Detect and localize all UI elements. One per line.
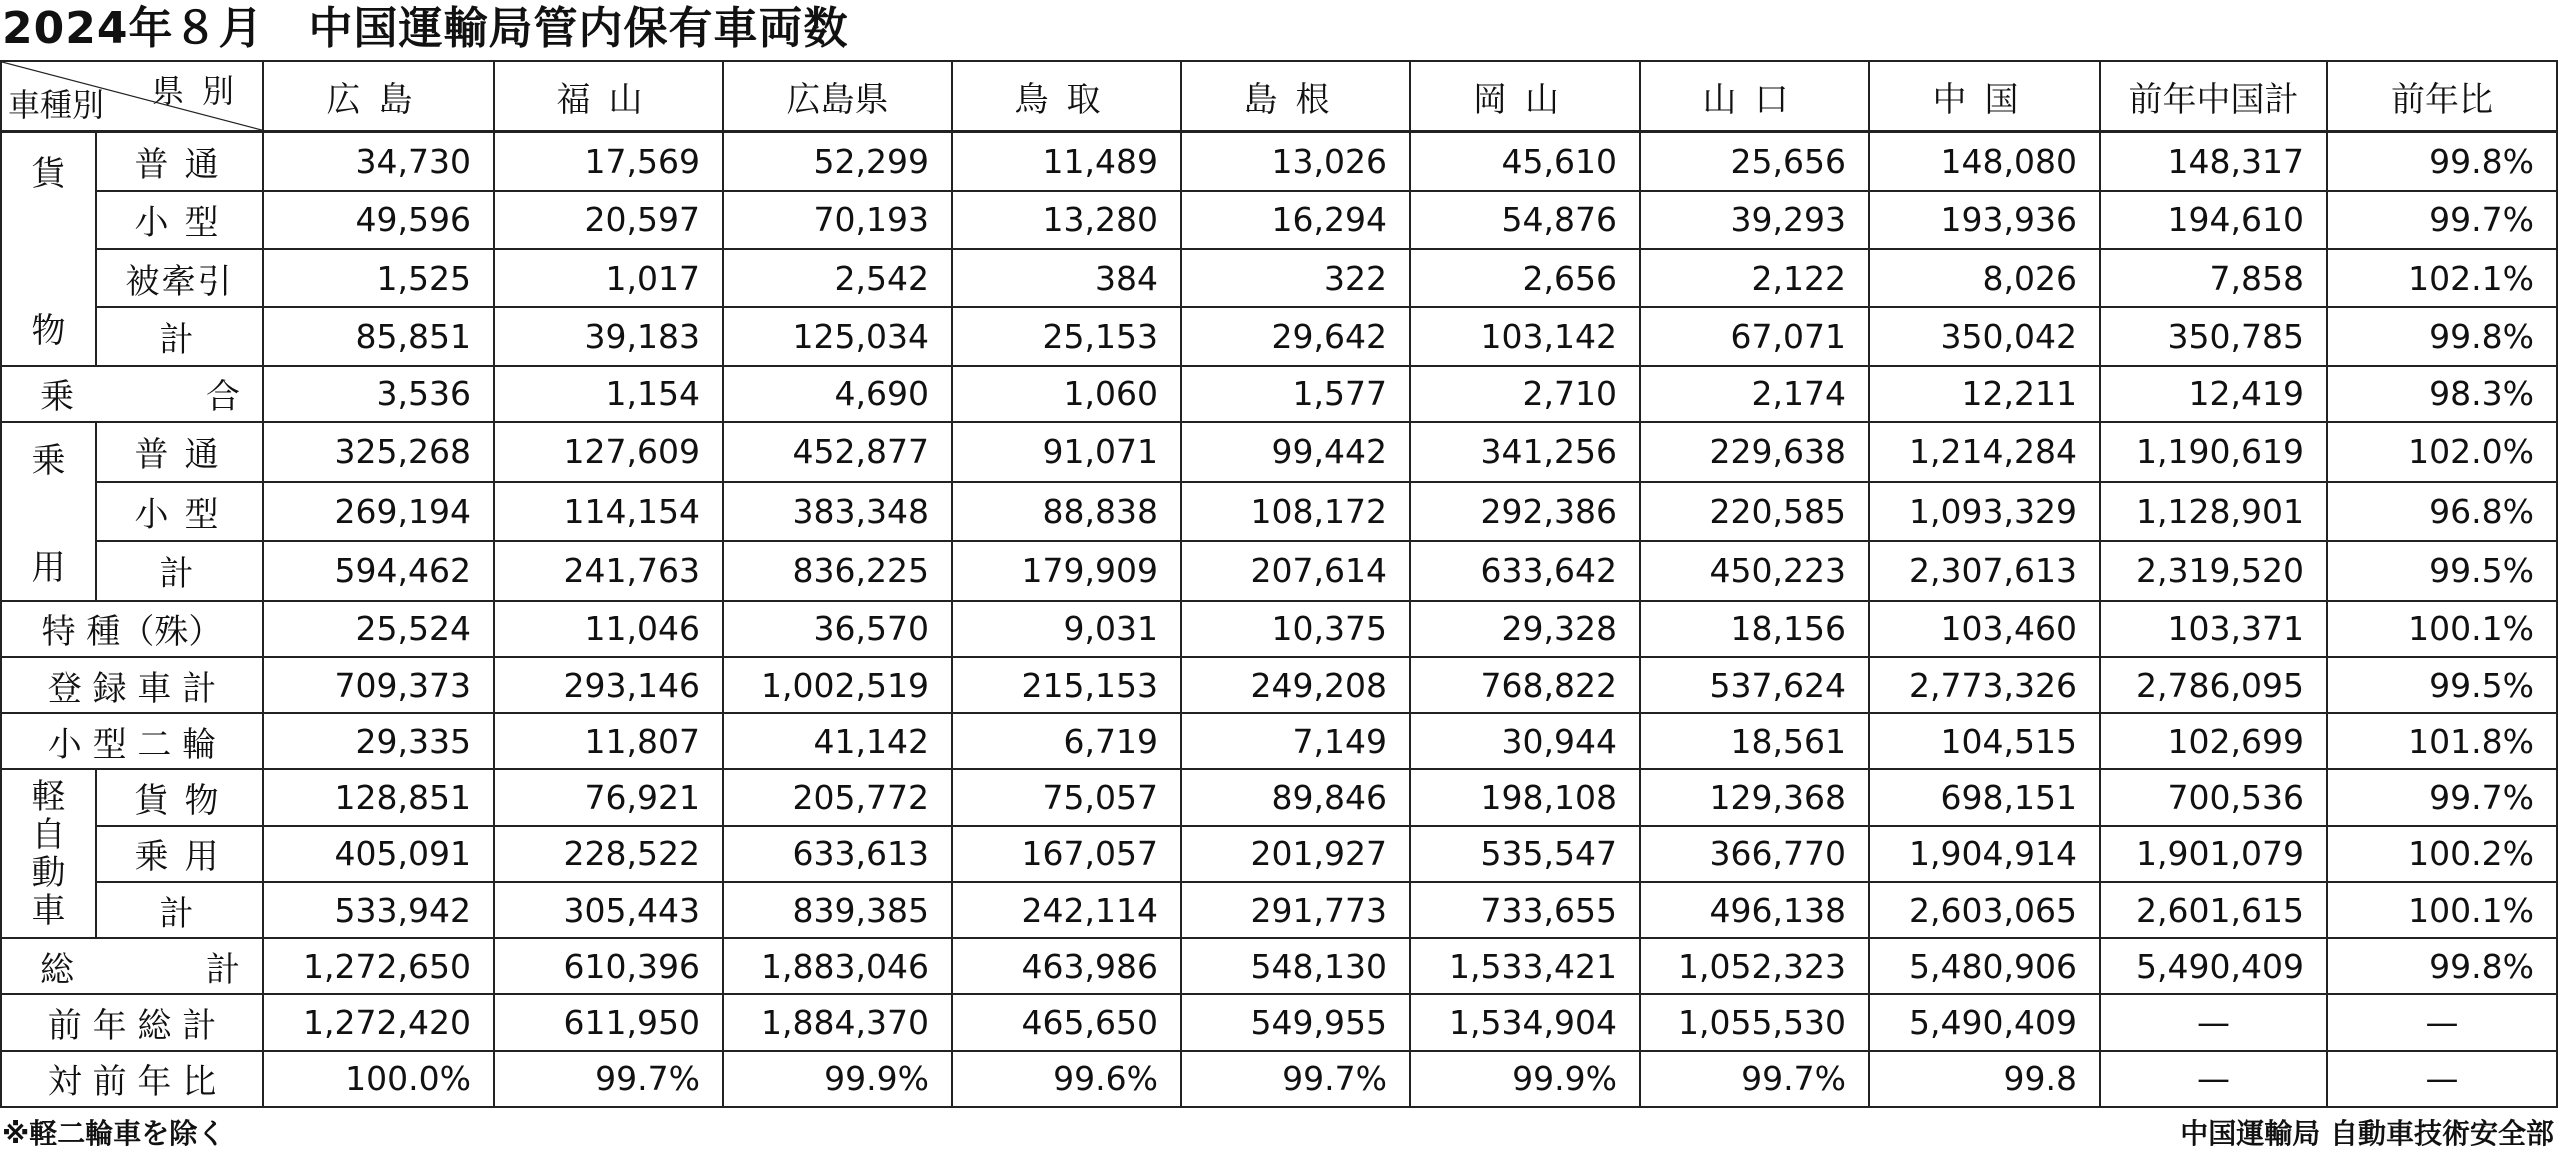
- cell-yoy: —: [2327, 1051, 2557, 1107]
- cell-fukuyama: 228,522: [494, 826, 723, 882]
- group-char: 乗: [31, 441, 66, 482]
- col-header-prev-chugoku: 前年中国計: [2100, 61, 2327, 132]
- cell-shimane: 249,208: [1181, 657, 1410, 713]
- cell-shimane: 99.7%: [1181, 1051, 1410, 1107]
- col-header-shimane: 島根: [1181, 61, 1410, 132]
- col-header-fukuyama: 福山: [494, 61, 723, 132]
- cell-prev-chugoku: —: [2100, 994, 2327, 1050]
- cell-tottori: 9,031: [952, 601, 1181, 657]
- cell-hiroshima: 533,942: [263, 882, 494, 938]
- cell-tottori: 11,489: [952, 132, 1181, 191]
- cell-prev-chugoku: 700,536: [2100, 769, 2327, 825]
- cell-prev-chugoku: 2,601,615: [2100, 882, 2327, 938]
- col-header-tottori: 鳥取: [952, 61, 1181, 132]
- row-label-spread: [2, 942, 262, 991]
- cell-okayama: 2,710: [1410, 366, 1640, 422]
- table-row: [1, 882, 2557, 938]
- cell-hiroshima-pref: 1,884,370: [723, 994, 952, 1050]
- cell-fukuyama: 1,154: [494, 366, 723, 422]
- row-label: [1, 366, 263, 422]
- group-label-cargo-chars: [2, 144, 95, 354]
- cell-yoy: 99.8%: [2327, 307, 2557, 365]
- cell-yoy: 99.7%: [2327, 769, 2557, 825]
- cell-fukuyama: 99.7%: [494, 1051, 723, 1107]
- cell-okayama: 198,108: [1410, 769, 1640, 825]
- group-char: 軽: [31, 776, 66, 817]
- header-row: [1, 61, 2557, 132]
- cell-yamaguchi: 496,138: [1640, 882, 1869, 938]
- cell-yamaguchi: 220,585: [1640, 482, 1869, 542]
- group-label-passenger-chars: [2, 431, 95, 591]
- page-title: 2024年８月 中国運輸局管内保有車両数: [2, 3, 849, 54]
- cell-tottori: 1,060: [952, 366, 1181, 422]
- table-row: [1, 657, 2557, 713]
- cell-yoy: 96.8%: [2327, 482, 2557, 542]
- row-label: 小型: [96, 191, 263, 249]
- cell-prev-chugoku: 350,785: [2100, 307, 2327, 365]
- cell-okayama: 30,944: [1410, 713, 1640, 769]
- cell-shimane: 201,927: [1181, 826, 1410, 882]
- cell-hiroshima: 3,536: [263, 366, 494, 422]
- table-row: [1, 769, 2557, 825]
- cell-shimane: 10,375: [1181, 601, 1410, 657]
- table-row: [1, 994, 2557, 1050]
- cell-fukuyama: 11,807: [494, 713, 723, 769]
- cell-yamaguchi: 450,223: [1640, 541, 1869, 601]
- cell-chugoku: 2,773,326: [1869, 657, 2100, 713]
- cell-fukuyama: 11,046: [494, 601, 723, 657]
- group-char: 自: [31, 814, 66, 855]
- group-label-cargo: [1, 132, 96, 366]
- cell-chugoku: 1,214,284: [1869, 422, 2100, 482]
- row-label-end: 合: [206, 377, 240, 418]
- cell-yamaguchi: 129,368: [1640, 769, 1869, 825]
- row-label: 普通: [96, 132, 263, 191]
- table-row: [1, 601, 2557, 657]
- cell-hiroshima-pref: 70,193: [723, 191, 952, 249]
- cell-yoy: 102.0%: [2327, 422, 2557, 482]
- cell-yamaguchi: 2,174: [1640, 366, 1869, 422]
- cell-hiroshima: 128,851: [263, 769, 494, 825]
- cell-prev-chugoku: 102,699: [2100, 713, 2327, 769]
- cell-chugoku: 698,151: [1869, 769, 2100, 825]
- group-char: 車: [31, 890, 66, 931]
- cell-prev-chugoku: 1,128,901: [2100, 482, 2327, 542]
- cell-tottori: 13,280: [952, 191, 1181, 249]
- cell-hiroshima: 100.0%: [263, 1051, 494, 1107]
- cell-yamaguchi: 18,156: [1640, 601, 1869, 657]
- cell-prev-chugoku: 2,786,095: [2100, 657, 2327, 713]
- cell-yoy: 100.2%: [2327, 826, 2557, 882]
- cell-tottori: 6,719: [952, 713, 1181, 769]
- cell-prev-chugoku: 7,858: [2100, 249, 2327, 307]
- cell-prev-chugoku: 5,490,409: [2100, 938, 2327, 994]
- table-row: [1, 938, 2557, 994]
- cell-chugoku: 5,490,409: [1869, 994, 2100, 1050]
- row-label-start: 乗: [40, 377, 74, 418]
- cell-tottori: 242,114: [952, 882, 1181, 938]
- cell-hiroshima-pref: 36,570: [723, 601, 952, 657]
- cell-okayama: 103,142: [1410, 307, 1640, 365]
- cell-fukuyama: 611,950: [494, 994, 723, 1050]
- row-label-start: 総: [40, 949, 74, 990]
- cell-tottori: 215,153: [952, 657, 1181, 713]
- row-label: 登 録 車 計: [1, 657, 263, 713]
- cell-tottori: 465,650: [952, 994, 1181, 1050]
- cell-hiroshima: 85,851: [263, 307, 494, 365]
- footnote-source: 中国運輸局 自動車技術安全部: [2180, 1117, 2554, 1150]
- cell-yoy: 100.1%: [2327, 882, 2557, 938]
- cell-hiroshima: 1,525: [263, 249, 494, 307]
- cell-yamaguchi: 39,293: [1640, 191, 1869, 249]
- cell-chugoku: 103,460: [1869, 601, 2100, 657]
- cell-hiroshima: 269,194: [263, 482, 494, 542]
- cell-yoy: 98.3%: [2327, 366, 2557, 422]
- cell-hiroshima-pref: 99.9%: [723, 1051, 952, 1107]
- cell-hiroshima: 34,730: [263, 132, 494, 191]
- cell-fukuyama: 241,763: [494, 541, 723, 601]
- cell-hiroshima: 25,524: [263, 601, 494, 657]
- table-row: [1, 307, 2557, 365]
- cell-hiroshima: 594,462: [263, 541, 494, 601]
- group-char: 貨: [31, 153, 66, 194]
- group-label-kei-chars: [2, 776, 95, 931]
- row-label: 対 前 年 比: [1, 1051, 263, 1107]
- cell-fukuyama: 114,154: [494, 482, 723, 542]
- cell-okayama: 768,822: [1410, 657, 1640, 713]
- cell-tottori: 463,986: [952, 938, 1181, 994]
- cell-yamaguchi: 18,561: [1640, 713, 1869, 769]
- cell-chugoku: 104,515: [1869, 713, 2100, 769]
- cell-hiroshima-pref: 125,034: [723, 307, 952, 365]
- group-label-kei: [1, 769, 96, 938]
- cell-hiroshima: 1,272,650: [263, 938, 494, 994]
- row-label: 小 型 二 輪: [1, 713, 263, 769]
- cell-prev-chugoku: 1,901,079: [2100, 826, 2327, 882]
- cell-yamaguchi: 1,052,323: [1640, 938, 1869, 994]
- cell-yoy: 99.5%: [2327, 541, 2557, 601]
- cell-hiroshima: 709,373: [263, 657, 494, 713]
- header-corner: [1, 61, 263, 132]
- cell-chugoku: 8,026: [1869, 249, 2100, 307]
- group-char: 物: [31, 310, 66, 351]
- cell-tottori: 179,909: [952, 541, 1181, 601]
- cell-chugoku: 12,211: [1869, 366, 2100, 422]
- cell-shimane: 291,773: [1181, 882, 1410, 938]
- cell-hiroshima-pref: 452,877: [723, 422, 952, 482]
- cell-shimane: 13,026: [1181, 132, 1410, 191]
- cell-shimane: 549,955: [1181, 994, 1410, 1050]
- cell-chugoku: 350,042: [1869, 307, 2100, 365]
- cell-hiroshima-pref: 839,385: [723, 882, 952, 938]
- cell-shimane: 16,294: [1181, 191, 1410, 249]
- row-label: 普通: [96, 422, 263, 482]
- table-row: [1, 191, 2557, 249]
- cell-yoy: 99.5%: [2327, 657, 2557, 713]
- table-row: [1, 826, 2557, 882]
- row-label: 前 年 総 計: [1, 994, 263, 1050]
- cell-yamaguchi: 25,656: [1640, 132, 1869, 191]
- cell-hiroshima-pref: 4,690: [723, 366, 952, 422]
- row-label: 計: [96, 882, 263, 938]
- cell-hiroshima-pref: 52,299: [723, 132, 952, 191]
- cell-tottori: 91,071: [952, 422, 1181, 482]
- cell-yamaguchi: 537,624: [1640, 657, 1869, 713]
- cell-tottori: 75,057: [952, 769, 1181, 825]
- cell-hiroshima-pref: 2,542: [723, 249, 952, 307]
- cell-hiroshima: 405,091: [263, 826, 494, 882]
- cell-tottori: 88,838: [952, 482, 1181, 542]
- cell-hiroshima-pref: 205,772: [723, 769, 952, 825]
- group-label-passenger: [1, 422, 96, 601]
- cell-okayama: 45,610: [1410, 132, 1640, 191]
- col-header-yamaguchi: 山口: [1640, 61, 1869, 132]
- footnote-exclusion-note: ※軽二輪車を除く: [2, 1117, 226, 1150]
- cell-fukuyama: 39,183: [494, 307, 723, 365]
- cell-tottori: 167,057: [952, 826, 1181, 882]
- cell-yamaguchi: 229,638: [1640, 422, 1869, 482]
- cell-okayama: 99.9%: [1410, 1051, 1640, 1107]
- cell-prev-chugoku: 1,190,619: [2100, 422, 2327, 482]
- cell-hiroshima-pref: 41,142: [723, 713, 952, 769]
- cell-hiroshima-pref: 383,348: [723, 482, 952, 542]
- table-row: [1, 249, 2557, 307]
- cell-okayama: 535,547: [1410, 826, 1640, 882]
- cell-hiroshima: 29,335: [263, 713, 494, 769]
- cell-shimane: 207,614: [1181, 541, 1410, 601]
- cell-prev-chugoku: —: [2100, 1051, 2327, 1107]
- cell-yoy: —: [2327, 994, 2557, 1050]
- cell-hiroshima: 325,268: [263, 422, 494, 482]
- table-row: [1, 132, 2557, 191]
- cell-fukuyama: 76,921: [494, 769, 723, 825]
- col-header-hiroshima-pref: 広島県: [723, 61, 952, 132]
- group-char: 動: [31, 852, 66, 893]
- cell-fukuyama: 17,569: [494, 132, 723, 191]
- cell-yoy: 102.1%: [2327, 249, 2557, 307]
- cell-yoy: 99.7%: [2327, 191, 2557, 249]
- cell-hiroshima: 1,272,420: [263, 994, 494, 1050]
- cell-hiroshima-pref: 633,613: [723, 826, 952, 882]
- cell-okayama: 1,534,904: [1410, 994, 1640, 1050]
- table-row: [1, 1051, 2557, 1107]
- cell-prev-chugoku: 194,610: [2100, 191, 2327, 249]
- cell-fukuyama: 293,146: [494, 657, 723, 713]
- cell-okayama: 633,642: [1410, 541, 1640, 601]
- col-header-hiroshima: 広島: [263, 61, 494, 132]
- cell-fukuyama: 1,017: [494, 249, 723, 307]
- col-header-okayama: 岡山: [1410, 61, 1640, 132]
- cell-tottori: 99.6%: [952, 1051, 1181, 1107]
- cell-shimane: 29,642: [1181, 307, 1410, 365]
- table-row: [1, 366, 2557, 422]
- cell-chugoku: 99.8: [1869, 1051, 2100, 1107]
- cell-shimane: 322: [1181, 249, 1410, 307]
- group-char: 用: [31, 548, 66, 589]
- cell-prev-chugoku: 2,319,520: [2100, 541, 2327, 601]
- cell-fukuyama: 305,443: [494, 882, 723, 938]
- cell-prev-chugoku: 148,317: [2100, 132, 2327, 191]
- cell-chugoku: 148,080: [1869, 132, 2100, 191]
- cell-prev-chugoku: 103,371: [2100, 601, 2327, 657]
- cell-prev-chugoku: 12,419: [2100, 366, 2327, 422]
- cell-shimane: 89,846: [1181, 769, 1410, 825]
- col-header-yoy: 前年比: [2327, 61, 2557, 132]
- cell-okayama: 2,656: [1410, 249, 1640, 307]
- cell-hiroshima: 49,596: [263, 191, 494, 249]
- cell-okayama: 733,655: [1410, 882, 1640, 938]
- row-label: 計: [96, 307, 263, 365]
- cell-hiroshima-pref: 836,225: [723, 541, 952, 601]
- cell-tottori: 384: [952, 249, 1181, 307]
- cell-yamaguchi: 2,122: [1640, 249, 1869, 307]
- cell-fukuyama: 610,396: [494, 938, 723, 994]
- table-row: [1, 541, 2557, 601]
- cell-shimane: 7,149: [1181, 713, 1410, 769]
- row-label-end: 計: [206, 949, 240, 990]
- table-row: [1, 713, 2557, 769]
- cell-yamaguchi: 99.7%: [1640, 1051, 1869, 1107]
- cell-okayama: 1,533,421: [1410, 938, 1640, 994]
- cell-okayama: 292,386: [1410, 482, 1640, 542]
- cell-chugoku: 1,093,329: [1869, 482, 2100, 542]
- cell-tottori: 25,153: [952, 307, 1181, 365]
- row-label-spread: [2, 369, 262, 418]
- cell-yamaguchi: 366,770: [1640, 826, 1869, 882]
- row-label: 計: [96, 541, 263, 601]
- cell-chugoku: 2,307,613: [1869, 541, 2100, 601]
- corner-prefecture-label: 県別: [151, 72, 252, 110]
- cell-okayama: 29,328: [1410, 601, 1640, 657]
- vehicle-count-table: [0, 60, 2558, 1108]
- cell-shimane: 548,130: [1181, 938, 1410, 994]
- row-label: [1, 938, 263, 994]
- cell-yamaguchi: 67,071: [1640, 307, 1869, 365]
- cell-shimane: 99,442: [1181, 422, 1410, 482]
- cell-fukuyama: 127,609: [494, 422, 723, 482]
- table-row: [1, 482, 2557, 542]
- cell-chugoku: 193,936: [1869, 191, 2100, 249]
- cell-yamaguchi: 1,055,530: [1640, 994, 1869, 1050]
- cell-chugoku: 2,603,065: [1869, 882, 2100, 938]
- cell-fukuyama: 20,597: [494, 191, 723, 249]
- table-row: [1, 422, 2557, 482]
- row-label: 被牽引: [96, 249, 263, 307]
- row-label: 貨物: [96, 769, 263, 825]
- cell-chugoku: 5,480,906: [1869, 938, 2100, 994]
- corner-vehicle-type-label: 車種別: [8, 86, 105, 125]
- row-label: 特 種（殊）: [1, 601, 263, 657]
- cell-yoy: 101.8%: [2327, 713, 2557, 769]
- cell-yoy: 100.1%: [2327, 601, 2557, 657]
- cell-hiroshima-pref: 1,002,519: [723, 657, 952, 713]
- col-header-chugoku: 中国: [1869, 61, 2100, 132]
- cell-yoy: 99.8%: [2327, 938, 2557, 994]
- cell-chugoku: 1,904,914: [1869, 826, 2100, 882]
- cell-yoy: 99.8%: [2327, 132, 2557, 191]
- cell-okayama: 54,876: [1410, 191, 1640, 249]
- row-label: 小型: [96, 482, 263, 542]
- cell-shimane: 1,577: [1181, 366, 1410, 422]
- cell-hiroshima-pref: 1,883,046: [723, 938, 952, 994]
- row-label: 乗用: [96, 826, 263, 882]
- cell-shimane: 108,172: [1181, 482, 1410, 542]
- cell-okayama: 341,256: [1410, 422, 1640, 482]
